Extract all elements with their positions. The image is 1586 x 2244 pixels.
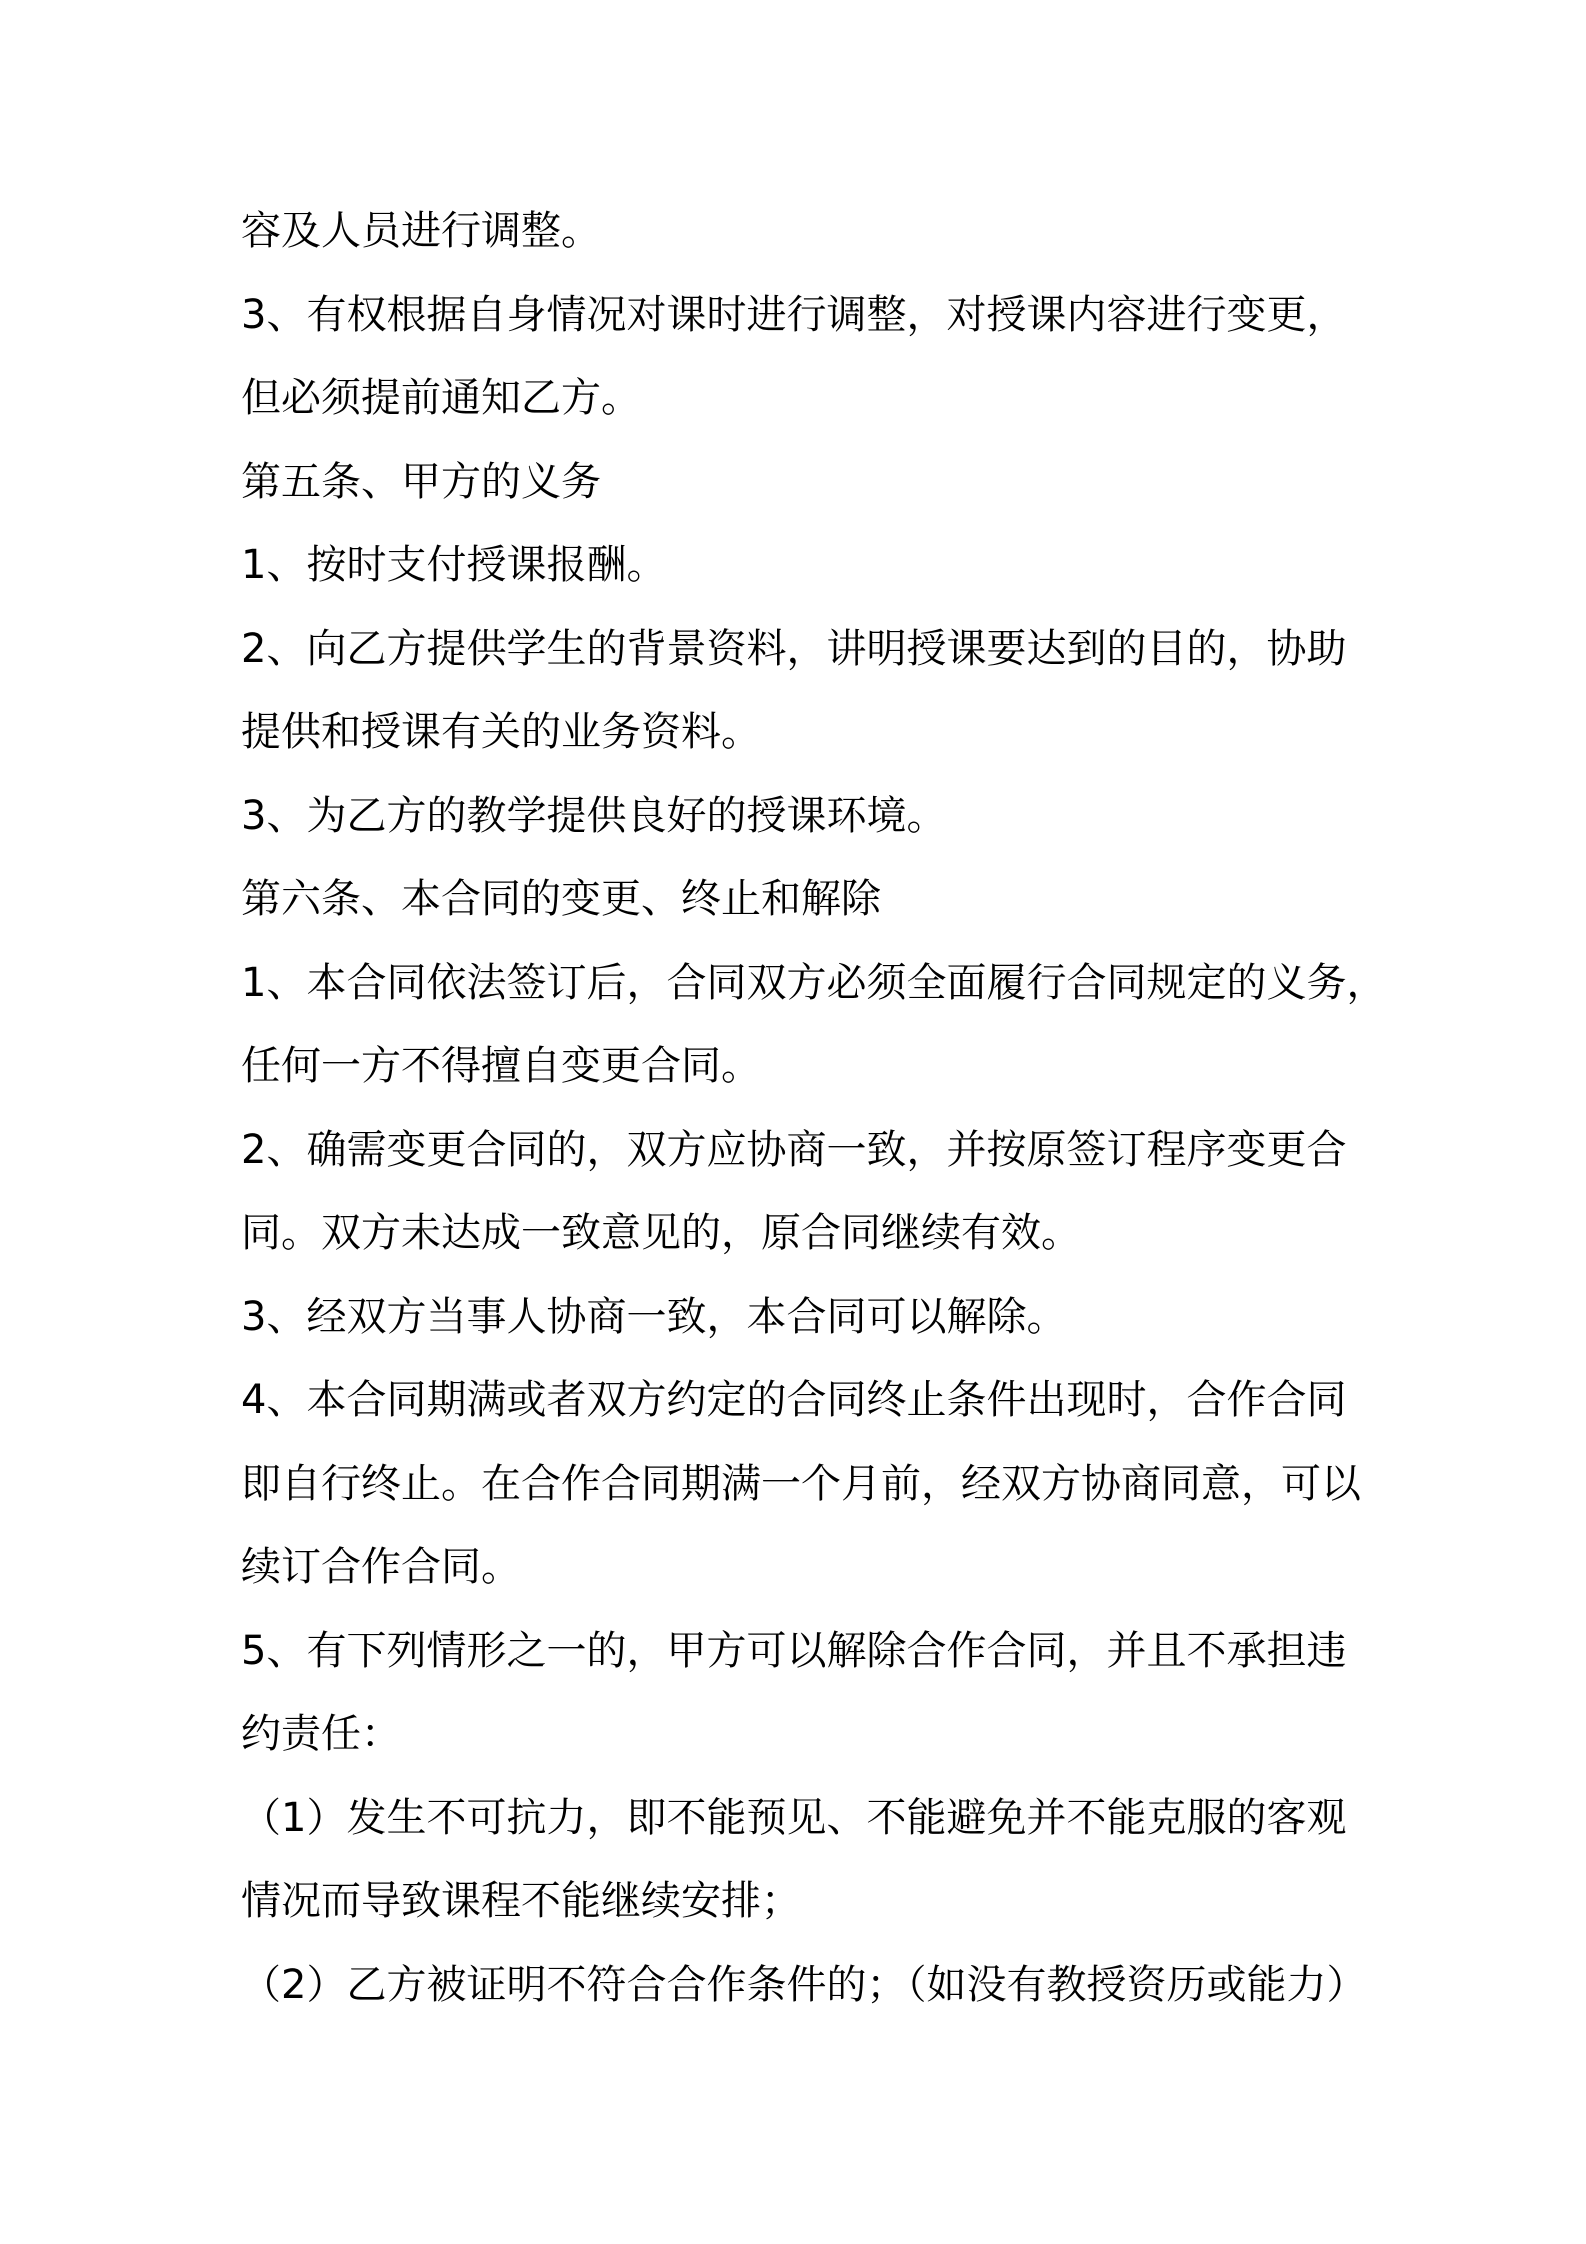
text-line: 提供和授课有关的业务资料。: [241, 709, 761, 755]
text-line: 续订合作合同。: [241, 1544, 521, 1590]
section-heading: 第六条、本合同的变更、终止和解除: [241, 876, 881, 922]
sub-clause-item: （2）乙方被证明不符合合作条件的；（如没有教授资历或能力）: [241, 1961, 1367, 2008]
document-body: [241, 190, 1387, 2027]
clause-item: 1、按时支付授课报酬。: [241, 542, 667, 588]
clause-item: 3、为乙方的教学提供良好的授课环境。: [241, 792, 947, 839]
text-line: 容及人员进行调整。: [241, 208, 601, 254]
clause-item: 5、有下列情形之一的，甲方可以解除合作合同，并且不承担违: [241, 1627, 1347, 1674]
clause-item: 3、有权根据自身情况对课时进行调整，对授课内容进行变更，: [241, 291, 1347, 338]
section-heading: 第五条、甲方的义务: [241, 458, 601, 505]
clause-item: 4、本合同期满或者双方约定的合同终止条件出现时，合作合同: [241, 1377, 1347, 1423]
text-line: 情况而导致课程不能继续安排；: [241, 1878, 801, 1924]
text-line: 但必须提前通知乙方。: [241, 375, 641, 421]
text-line: 即自行终止。在合作合同期满一个月前，经双方协商同意，可以: [241, 1460, 1361, 1507]
sub-clause-item: （1）发生不可抗力，即不能预见、不能避免并不能克服的客观: [241, 1794, 1347, 1841]
clause-item: 2、向乙方提供学生的背景资料，讲明授课要达到的目的，协助: [241, 625, 1347, 672]
text-line: 任何一方不得擅自变更合同。: [241, 1043, 761, 1089]
clause-item: 3、经双方当事人协商一致，本合同可以解除。: [241, 1293, 1067, 1340]
clause-item: 1、本合同依法签订后，合同双方必须全面履行合同规定的义务，: [241, 959, 1387, 1006]
text-line: 同。双方未达成一致意见的，原合同继续有效。: [241, 1210, 1081, 1256]
text-line: 约责任：: [241, 1711, 401, 1757]
clause-item: 2、确需变更合同的，双方应协商一致，并按原签订程序变更合: [241, 1126, 1347, 1173]
